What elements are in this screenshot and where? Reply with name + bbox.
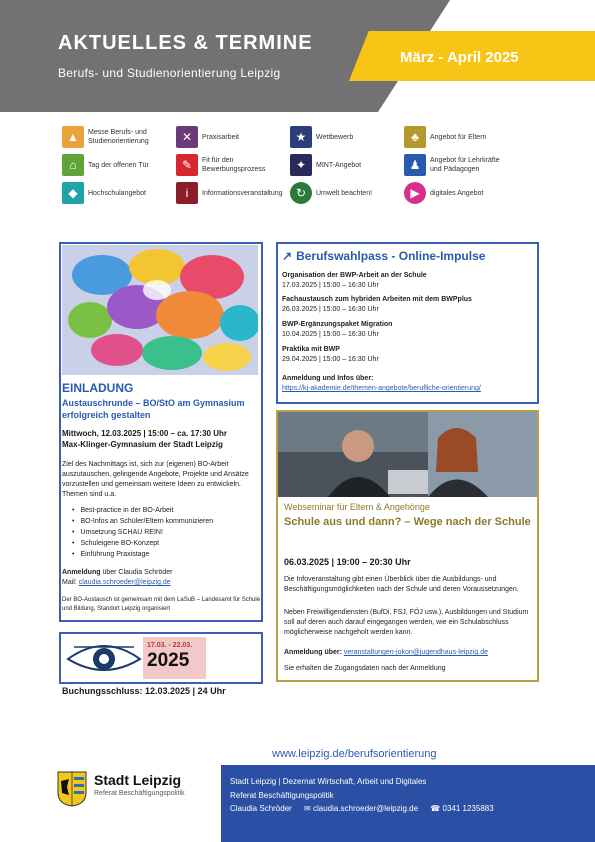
invitation-note: Der BO-Austausch ist gemeinsam mit dem LaSuB – Landesamt für Schule und Bildung, Standort Leipzig organisiert (62, 597, 261, 612)
legend-item (290, 182, 398, 204)
bwp-event-name: Fachaustausch zum hybriden Arbeiten mit dem BWPplus (282, 296, 472, 303)
bwp-event (282, 320, 534, 340)
tools-icon: ✕ (176, 126, 198, 148)
webinar-reg-mail[interactable]: veranstaltungen-jokon@jugendhaus-leipzig.de (343, 649, 488, 656)
invitation-date-venue (62, 428, 262, 450)
legend-label: Informationsveranstaltung (202, 189, 283, 197)
legend-item (290, 126, 398, 148)
legend-item (176, 154, 284, 176)
mail-icon: ✉ (304, 804, 311, 813)
date-range: März - April 2025 (400, 49, 519, 66)
environment-icon: ↻ (290, 182, 312, 204)
speech-bubbles-illustration (62, 245, 258, 375)
invitation-topics (72, 505, 213, 560)
bwp-title-line (282, 249, 485, 263)
city-name: Stadt Leipzig (94, 772, 182, 788)
legend-label: MINT-Angebot (316, 161, 362, 169)
fair-deadline: Buchungsschluss: 12.03.2025 | 24 Uhr (62, 686, 226, 696)
bwp-event-name: Praktika mit BWP (282, 346, 340, 353)
phone-icon: ☎ (430, 804, 441, 813)
webinar-paragraph-2: Neben Freiwilligendiensten (BufDi, FSJ, FÖJ usw.), Ausbildungen und Studium soll auf deren auch darauf eingegangen werden, wie ein Schulabschluss möglicherweise nachgeholt werden kann. (284, 609, 529, 636)
webinar-kicker: Webseminar für Eltern & Angehörige (284, 502, 430, 512)
webinar-access-note: Sie erhalten die Zugangsdaten nach der Anmeldung (284, 665, 446, 672)
invitation-date: Mittwoch, 12.03.2025 | 15:00 – ca. 17:30 Uhr (62, 429, 227, 438)
legend-item (290, 154, 398, 176)
people-at-laptop-image (278, 412, 537, 497)
webinar-title: Schule aus und dann? – Wege nach der Schule (284, 516, 531, 528)
arrow-up-right-icon: ↗ (282, 249, 293, 263)
application-icon: ✎ (176, 154, 198, 176)
bwp-signup-label: Anmeldung und Infos über: (282, 375, 374, 382)
leipzig-crest-icon (57, 771, 87, 807)
bwp-event-time: 17.03.2025 | 15:00 – 16:30 Uhr (282, 282, 379, 289)
legend-item (62, 126, 170, 148)
page-title: AKTUELLES & TERMINE (58, 32, 313, 54)
bwp-signup (282, 374, 534, 394)
invitation-heading: EINLADUNG (62, 381, 134, 395)
footer-contact (230, 804, 494, 813)
footer-line-1: Stadt Leipzig | Dezernat Wirtschaft, Arbeit und Digitales (230, 777, 427, 786)
webinar-registration (284, 648, 534, 658)
eye-icon (64, 637, 144, 679)
topic-item: • BO-Infos an Schüler/Eltern kommunizieren (72, 516, 213, 527)
legend-item (62, 182, 170, 204)
legend-label: Angebot für Eltern (430, 133, 487, 141)
invitation-venue: Max-Klinger-Gymnasium der Stadt Leipzig (62, 440, 223, 449)
info-icon: i (176, 182, 198, 204)
topic-item: • Best-practice in der BO-Arbeit (72, 505, 213, 516)
mail-label: Mail: (62, 579, 79, 586)
legend-label: Praxisarbeit (202, 133, 239, 141)
bwp-event-time: 29.04.2025 | 15:00 – 16:30 Uhr (282, 356, 379, 363)
contact-name: Claudia Schröder (230, 804, 292, 813)
bwp-title: Berufswahlpass - Online-Impulse (296, 249, 486, 263)
parents-icon: ♣ (404, 126, 426, 148)
invitation-subheading: Austauschrunde – BO/StO am Gymnasium erfolgreich gestalten (62, 398, 245, 420)
legend-label: Umwelt beachten! (316, 189, 373, 197)
invitation-mail-link[interactable]: claudia.schroeder@leipzig.de (78, 579, 171, 586)
invitation-mail-line (62, 578, 262, 588)
legend-label: Angebot für Lehrkräfte und Pädagogen (430, 157, 500, 173)
legend-item (404, 126, 512, 148)
mint-icon: ✦ (290, 154, 312, 176)
legend-label: Hochschulangebot (88, 189, 146, 197)
bwp-event-name: BWP-Ergänzungspaket Migration (282, 321, 393, 328)
legend-item (404, 182, 512, 204)
webinar-date: 06.03.2025 | 19:00 – 20:30 Uhr (284, 557, 411, 567)
fair-dates: 17.03. - 22.03. (147, 642, 193, 649)
trophy-icon: ★ (290, 126, 312, 148)
bwp-event-name: Organisation der BWP-Arbeit an der Schule (282, 272, 427, 279)
invitation-intro: Ziel des Nachmittags ist, sich zur (eigenen) BO-Arbeit auszutauschen, gelingende Angebote, Projekte und Ansätze vorzustellen und gemeinsam weitere Ideen zu entwickeln. Themen sind u.a. (62, 461, 249, 498)
teacher-icon: ♟ (404, 154, 426, 176)
bwp-event (282, 295, 534, 315)
legend-label: Fit für den Bewerbungsprozess (202, 157, 266, 173)
fair-icon: ▲ (62, 126, 84, 148)
page-header (0, 0, 595, 112)
contact-mail[interactable]: claudia.schroeder@leipzig.de (312, 804, 419, 813)
webinar-reg-label: Anmeldung über: (284, 649, 344, 656)
topic-item: • Einführung Praxistage (72, 549, 213, 560)
legend-label: Messe Berufs- und Studienorientierung (88, 129, 149, 145)
speech-bubbles-image (62, 245, 258, 375)
invitation-registration (62, 568, 262, 578)
footer-line-2: Referat Beschäftigungspolitik (230, 791, 334, 800)
digital-icon: ▶ (404, 182, 426, 204)
city-department: Referat Beschäftigungspolitik (94, 790, 185, 797)
bwp-event-time: 10.04.2025 | 15:00 – 16:30 Uhr (282, 331, 379, 338)
footer-url[interactable]: www.leipzig.de/berufsorientierung (272, 748, 437, 760)
open-day-icon: ⌂ (62, 154, 84, 176)
page-subtitle: Berufs- und Studienorientierung Leipzig (58, 66, 281, 80)
university-icon: ◆ (62, 182, 84, 204)
webinar-paragraph-1: Die Infoveranstaltung gibt einen Überblick über die Ausbildungs- und Beschäftigungsmöglichkeiten nach der Schule und deren Voraussetzungen. (284, 576, 519, 593)
bwp-event (282, 271, 534, 291)
legend-item (404, 154, 512, 176)
topic-item: • Schuleigene BO-Konzept (72, 538, 213, 549)
legend-item (176, 182, 284, 204)
legend-label: digitales Angebot (430, 189, 484, 197)
contact-phone: 0341 1235883 (442, 804, 494, 813)
legend-label: Tag der offenen Tür (88, 161, 149, 169)
webinar-photo (278, 412, 537, 497)
bwp-event-time: 26.03.2025 | 15:00 – 16:30 Uhr (282, 306, 379, 313)
legend-label: Wettbewerb (316, 133, 354, 141)
registration-label: Anmeldung (62, 569, 101, 576)
registration-text: über Claudia Schröder (100, 569, 173, 576)
bwp-link[interactable]: https://kj-akademie.de/themen-angebote/berufliche-orientierung/ (282, 385, 481, 392)
bwp-event (282, 345, 534, 365)
fair-year: 2025 (147, 650, 190, 671)
legend-item (176, 126, 284, 148)
topic-item: • Umsetzung SCHAU REIN! (72, 527, 213, 538)
legend-item (62, 154, 170, 176)
